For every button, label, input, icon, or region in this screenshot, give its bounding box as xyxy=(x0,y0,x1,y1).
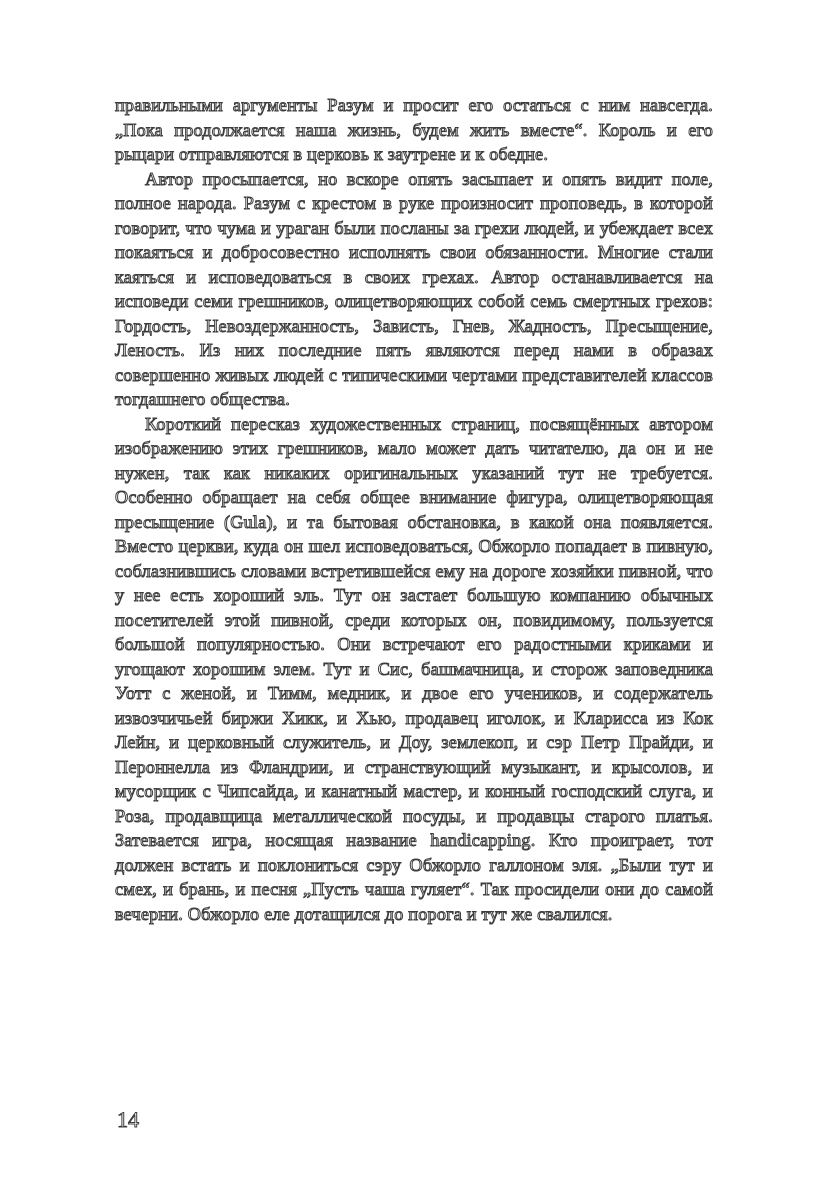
page-number: 14 xyxy=(117,1107,139,1132)
paragraph-1: правильными аргументы Разум и просит его остаться с ним навсегда. „Пока продолжается наша жизнь, будем жить вместе“. Король и его рыцари отправляются в церковь к заутрене и к обедне. xyxy=(115,95,713,164)
paragraph-3: Короткий пересказ художественных страниц, посвящённых автором изображению этих грешников, мало может дать читателю, да он и не нужен, так как никаких оригинальных указаний тут не требуется. Особенно обращает на себя общее внимание фигура, олицетворяющая пресыщение (Gula), и та бытовая обстановка, в какой она появляется. Вместо церкви, куда он шел исповедоваться, Обжорло попадает в пивную, соблазнившись словами встретившейся ему на дороге хозяйки пивной, что у нее есть хороший эль. Тут он застает большую компанию обычных посетителей этой пивной, среди которых он, повидимому, пользуется большой популярностью. Они встречают его радостными криками и угощают хорошим элем. Тут и Сис, башмачница, и сторож заповедника Уотт с женой, и Тимм, медник, и двое его учеников, и содержатель извозчичьей биржи Хикк, и Хью, продавец иголок, и Кларисса из Кок Лейн, и церковный служитель, и Доу, землекоп, и сэр Петр Прайди, и Пероннелла из Фландрии, и странствующий музыкант, и крысолов, и мусорщик с Чипсайда, и канатный мастер, и конный господский слуга, и Роза, продавщица металлической посуды, и продавцы старого платья. Затевается игра, носящая название handicapping. Кто проиграет, тот должен встать и поклониться сэру Обжорло галлоном эля. „Были тут и смех, и брань, и песня „Пусть чаша гуляет“. Так просидели они до самой вечерни. Обжорло еле дотащился до порога и тут же свалился. xyxy=(115,413,713,924)
paragraph-2: Автор просыпается, но вскоре опять засыпает и опять видит поле, полное народа. Разум с крестом в руке произносит проповедь, в которой говорит, что чума и ураган были посланы за грехи людей, и убеждает всех покаяться и добросовестно исполнять свои обязанности. Многие стали каяться и исповедоваться в своих грехах. Автор останавливается на исповеди семи грешников, олицетворяющих собой семь смертных грехов: Гордость, Невоздержанность, Зависть, Гнев, Жадность, Пресыщение, Леность. Из них последние пять являются перед нами в образах совершенно живых людей с типическими чертами представителей классов тогдашнего общества. xyxy=(115,168,713,409)
body-text xyxy=(115,93,713,926)
